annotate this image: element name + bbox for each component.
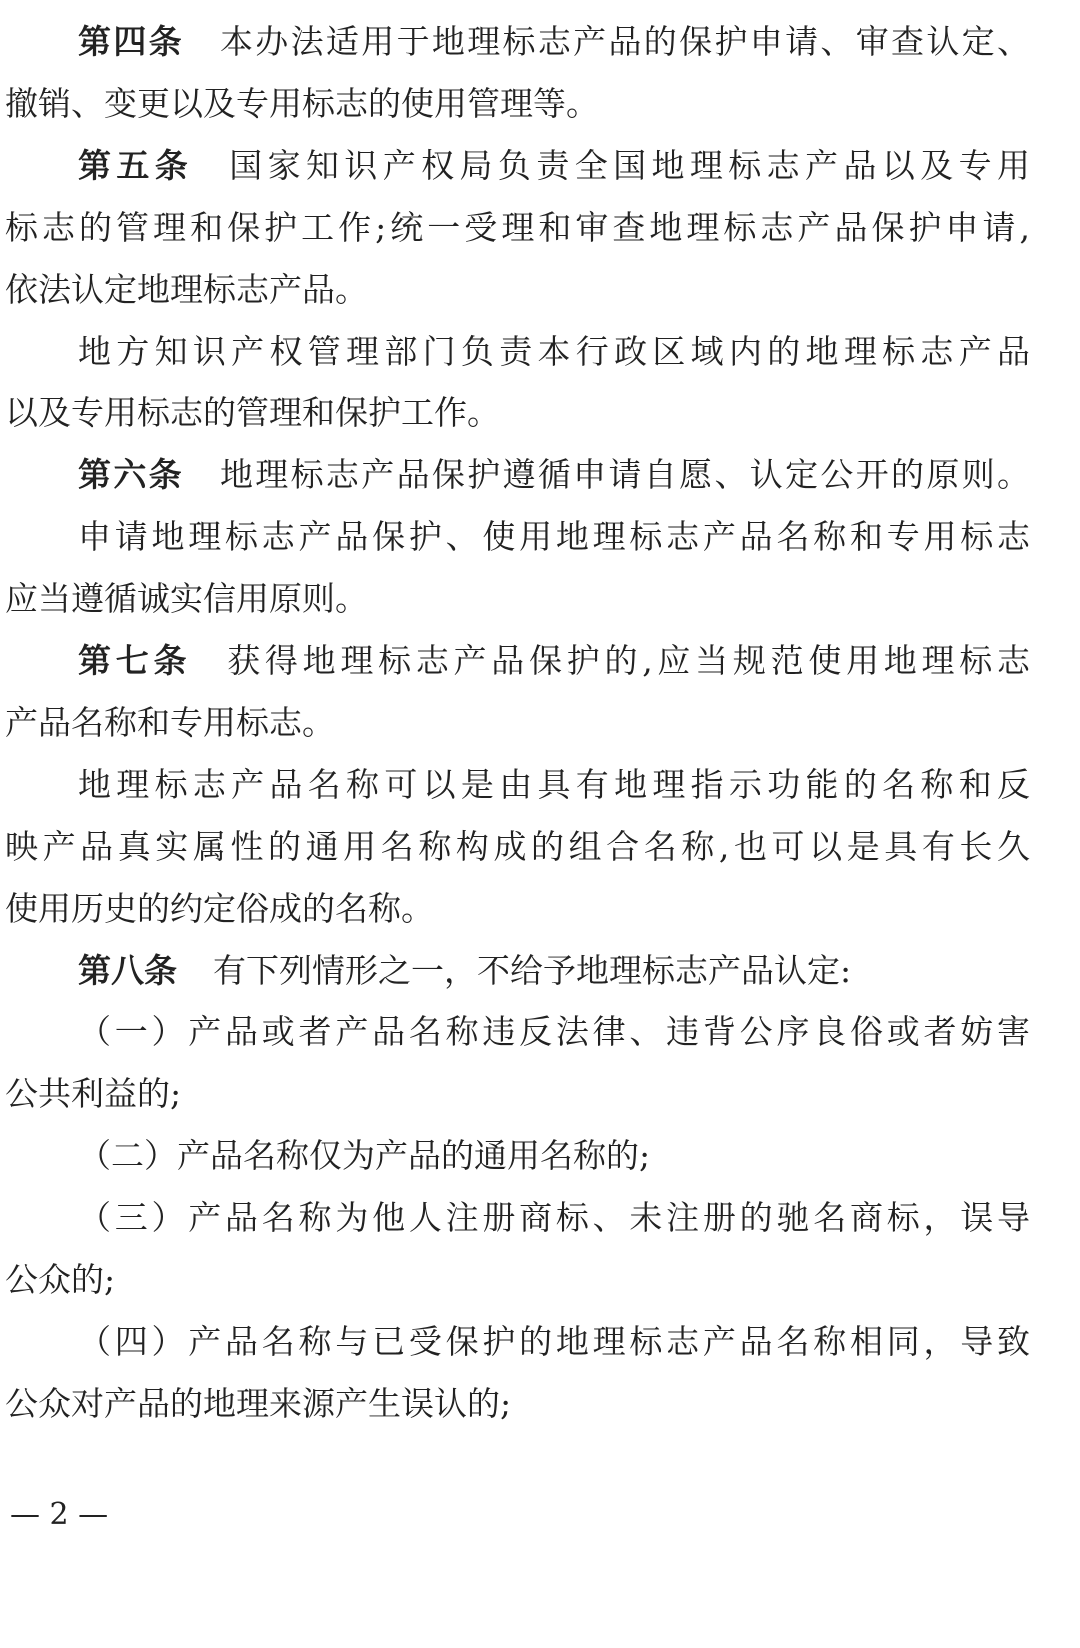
list-item-3: （三）产品名称为他人注册商标、未注册的驰名商标，误导 bbox=[78, 1198, 1030, 1237]
article-8-line bbox=[5, 940, 1030, 1002]
text-line: 使用历史的约定俗成的名称。 bbox=[5, 889, 434, 928]
text-line: 以及专用标志的管理和保护工作。 bbox=[5, 393, 500, 432]
text-line: 申请地理标志产品保护、使用地理标志产品名称和专用标志 bbox=[78, 517, 1030, 556]
article-5-line bbox=[5, 135, 1030, 197]
article-4-line bbox=[5, 11, 1030, 73]
text: 国家知识产权局负责全国地理标志产品以及专用 bbox=[229, 146, 1030, 185]
article-heading: 第七条 bbox=[78, 641, 192, 680]
text-line: 地方知识产权管理部门负责本行政区域内的地理标志产品 bbox=[78, 332, 1030, 371]
text-line: 公众的; bbox=[5, 1260, 116, 1299]
list-item-2: （二）产品名称仅为产品的通用名称的; bbox=[78, 1136, 651, 1175]
text-line: 地理标志产品名称可以是由具有地理指示功能的名称和反 bbox=[78, 765, 1030, 804]
article-heading: 第六条 bbox=[78, 455, 184, 494]
article-heading: 第四条 bbox=[78, 22, 184, 61]
text-line: 撤销、变更以及专用标志的使用管理等。 bbox=[5, 84, 599, 123]
article-heading: 第八条 bbox=[78, 951, 177, 990]
text: 获得地理标志产品保护的,应当规范使用地理标志 bbox=[227, 641, 1030, 680]
article-6-line bbox=[5, 444, 1030, 506]
text-line: 产品名称和专用标志。 bbox=[5, 703, 335, 742]
article-heading: 第五条 bbox=[78, 146, 194, 185]
list-item-4: （四）产品名称与已受保护的地理标志产品名称相同，导致 bbox=[78, 1322, 1030, 1361]
text: 地理标志产品保护遵循申请自愿、认定公开的原则。 bbox=[219, 455, 1030, 494]
page-number: — 2 — bbox=[10, 1497, 109, 1532]
text-line: 公众对产品的地理来源产生误认的; bbox=[5, 1384, 512, 1423]
text: 本办法适用于地理标志产品的保护申请、审查认定、 bbox=[219, 22, 1030, 61]
text-line: 依法认定地理标志产品。 bbox=[5, 270, 368, 309]
text-line: 映产品真实属性的通用名称构成的组合名称,也可以是具有长久 bbox=[5, 827, 1030, 866]
text-line: 应当遵循诚实信用原则。 bbox=[5, 579, 368, 618]
article-7-line bbox=[5, 630, 1030, 692]
text-line: 公共利益的; bbox=[5, 1074, 182, 1113]
text: 有下列情形之一，不给予地理标志产品认定: bbox=[213, 951, 852, 990]
list-item-1: （一）产品或者产品名称违反法律、违背公序良俗或者妨害 bbox=[78, 1012, 1030, 1051]
text-line: 标志的管理和保护工作;统一受理和审查地理标志产品保护申请, bbox=[5, 208, 1030, 247]
